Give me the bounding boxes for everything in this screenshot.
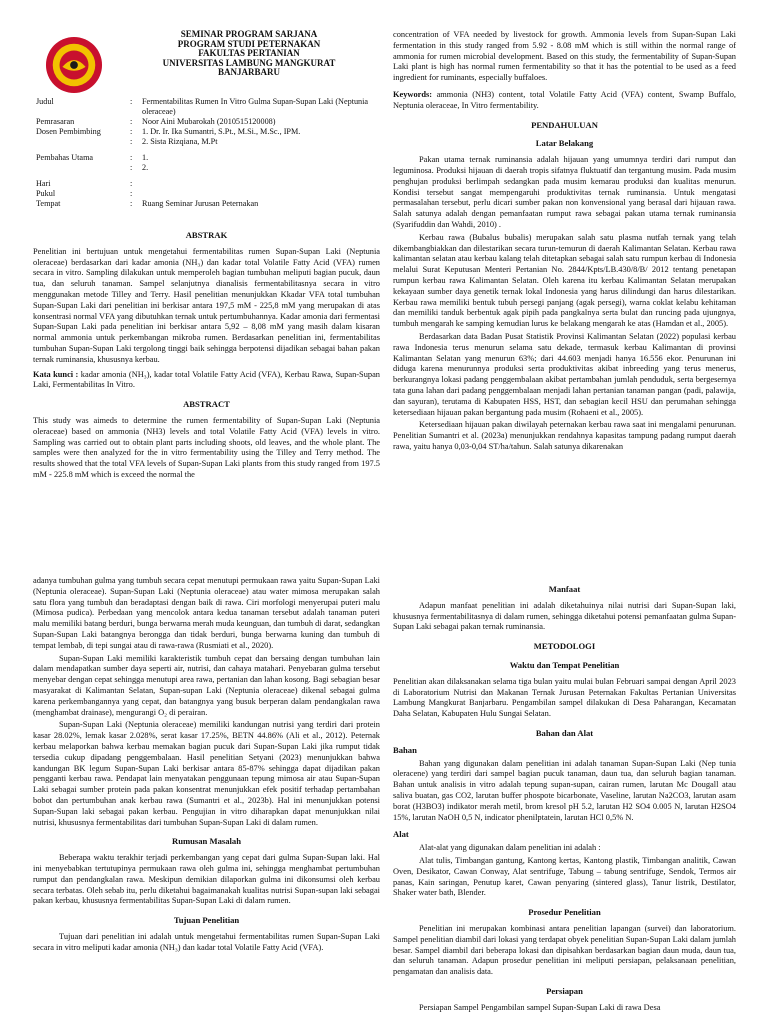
rumusan-masalah-title: Rumusan Masalah (171, 836, 241, 847)
meta-value: 2. (142, 163, 149, 172)
meta-row (36, 137, 376, 147)
paragraph: Pakan utama ternak ruminansia adalah hijauan yang umumnya terdiri dari rumput dan leguminosa. Produksi hijauan di daerah tropis sifatnya fluktuatif dan tergantung musim. Pada musim penghujan produksi berlimpah sedangkan pada musim kemarau produksi dan kualitas menurun. Kondisi tersebut sangat mempengaruhi produktivitas ternak ruminansia. Untuk mengatasi permasalahan tersebut, perlu dicari sumber pakan non konvensional yang berasal dari hijauan rawa. Salah satunya adalah dengan pemanfaatan rumput rawa sebagai pakan utama ternak ruminansia (Syarifuddin dan Wahdi, 2010) . (393, 155, 736, 229)
meta-key (36, 163, 130, 173)
paragraph: Bahan yang digunakan dalam penelitian ini adalah tanaman Supan-Supan Laki (Nep tunia oleracene) yang terdiri dari sampel bagian pucuk tanaman, daun tua, dan seluruh bagian tanaman. Bahan untuk analisis in vitro adalah tepung supan-supan, cairan rumen, larutan Mc Dougall atau saliva buatan, gas CO2, larutan buffer phospote bicarbonate, Vaseline, larutan Na2CO3, larutan asam borat (H3BO3) indikator merah metil, brom kresol pH 5.2, larutan H2 SO4 0.005 N, larutan H2SO4 15%, larutan NaOH 0,5 N, indicator phenilptatein, larutan HCl 0,5% N. (393, 758, 736, 822)
abstrak-title: ABSTRAK (185, 230, 228, 240)
bahan-title: Bahan (393, 744, 417, 755)
paragraph: Kerbau rawa (Bubalus bubalis) merupakan salah satu plasma nutfah ternak yang telah dikembangbiakkan dan dilestarikan secara turun-temurun di daerah Kalimantan Selatan. Kerbau rawa kalimantan selatan atau kerbau kalang telah ditetapkan sebagai salah satu rumpun kerbau di Indonesia melalui Surat Keputusan Menteri Pertanian No. 2844/Kpts/LB.430/8/B/ 2012 tentang penetapan rumpun kerbau rawa Kalimantan Selatan. Oleh karena itu kerbau Kalimantan Selatan merupakan kekayaan sumber daya genetik ternak lokal Indonesia yang harus dilindungi dan harus dilestarikan. Kerbau rawa memiliki bentuk tubuh persegi panjang (agak persegi), warna coklat kelabu kehitaman dan memiliki tanduk berbentuk agak pipih pada pangkalnya serta bulat dan runcing pada ujungnya, tumbuh mengarah ke samping kemudian lurus ke belakang mengarah ke atas (Hamdan et al., 2005). (393, 232, 736, 329)
meta-colon: : (130, 179, 133, 188)
page-bottom (0, 572, 768, 1024)
meta-key: Pembahas Utama (36, 153, 94, 162)
abstract-continued: concentration of VFA needed by livestock for growth. Ammonia levels from Supan-Supan Laki fermentation in this study ranged from 5.92 - 8.08 mM which is still within the normal range of ammonia for rumen microbial development. Based on this study, the fermentability of Supan-Supan Laki plant is high has normal rumen fermentability so that it has the potential to be used as a feed ingredient for ruminants, especially buffaloes. (393, 30, 736, 83)
paragraph: Penelitian ini merupakan kombinasi antara penelitian lapangan (survei) dan laboratorium. Sampel penelitian diambil dari lokasi yang terdapat obyek penelitian Supan-Supan Laki dalam jumlah besar. Sampel diambil dari beberapa lokasi dan dipisahkan berdasarkan bagian daun muda, daun tua, dan seluruh tanaman. Adapun prosedur penelitian ini meliputi persiapan, pelaksanaan penelitian, pengamatan dan analisis data. (393, 923, 736, 977)
meta-colon: : (130, 163, 133, 172)
meta-value: 1. (142, 153, 149, 162)
meta-value (142, 189, 376, 199)
paragraph: Tujuan dari penelitian ini adalah untuk mengetahui fermentabilitas rumen Supan-Supan Laki secara in vitro meliputi kadar amonia (NH₃) dan kadar total Volatile Fatty Acid (VFA). (33, 931, 380, 952)
paragraph: Persiapan Sampel Pengambilan sampel Supan-Supan Laki di rawa Desa (419, 1002, 661, 1012)
meta-colon: : (130, 153, 133, 162)
meta-value: Noor Aini Mubarokah (2010515120008) (142, 117, 276, 126)
meta-value: 1. Dr. Ir. Ika Sumantri, S.Pt., M.Si., M.Sc., IPM. (142, 127, 301, 136)
meta-colon: : (130, 199, 133, 208)
paragraph: Supan-Supan Laki memiliki karakteristik tumbuh cepat dan bersaing dengan tumbuhan lain dalam mendapatkan sumber daya seperti air, nutrisi, dan cahaya matahari. Penyebaran gulma tersebut menyebar dengan cepat sehingga menutupi area rawa, pertanian dan lahan kosong. Bagi sebagian besar masyarakat di Kalimantan Selatan, Supan-supan Laki (Neptunia oleraceae) dikenal sebagai gulma karena perkembangannya yang cepat, dan batangnya yang busuk berperan dalam pendangkalan rawa (menghambat drainase), mengurangi O₂ di perairan. (33, 653, 380, 717)
paragraph: Supan-Supan Laki (Neptunia oleraceae) memiliki kandungan nutrisi yang terdiri dari protein kasar 28.02%, lemak kasar 2.028%, serat kasar 17.25%, BETN 44.86% (Ali et al., 2012). Peternak kerbau melaporkan bahwa kerbau memakan bagian pucuk dari Supan-Supan Laki jika rumput tidak tersedia cukup dipadang penggembalaan. Hasil penelitian Setyani (2023) menunjukkan bahwa kandungan BK legum Supan-Supan Laki berkisar antara 85-87% sehingga dapat dijadikan pakan pengganti kerbau rawa. Pendapat lain menyatakan penggunaan tepung mimosa air atau Supan-Supan Laki sebagai sumber protein pada pakan konsentrat menunjukkan efek positif terhadap pertambahan bobot dan pertumbuhan anak kerbau rawa (Sumantri et al., 2023b). Hal ini menunjukkan potensi Supan-Supan laki sebagai pakan kerbau. Pengujian in vitro diharapkan dapat menunjukkan nilai nutrisi, khususnya fermentabilitas dari tumbuhan Supan-Supan Laki di dalam rumen. (33, 720, 380, 827)
meta-key: Pemrasaran (36, 117, 75, 126)
meta-row (36, 189, 376, 199)
paragraph: Penelitian akan dilaksanakan selama tiga bulan yaitu mulai bulan Februari sampai dengan April 2023 di Laboratorium Nutrisi dan Makanan Ternak Jurusan Peternakan Fakultas Pertanian Universitas Lambung Mangkurat Banjarbaru. Pengambilan sampel dilakukan di Desa Paharangan, Kecamatan Daha Selatan, Kabupaten Hulu Sungai Selatan. (393, 676, 736, 719)
seminar-header (120, 30, 378, 78)
paragraph: Adapun manfaat penelitian ini adalah diketahuinya nilai nutrisi dari Supan-Supan laki, khususnya fermentabilitasnya di dalam rumen, sehingga diketahui potensi pemanfaatan gulma Supan-Supan Laki sebagai pakan ternak ruminansia. (393, 600, 736, 632)
meta-row (36, 117, 376, 127)
manfaat-title: Manfaat (548, 584, 581, 594)
paragraph: adanya tumbuhan gulma yang tumbuh secara cepat menutupi permukaan rawa yaitu Supan-Supan Laki (Neptunia oleraceae). Supan-Supan Laki (Neptunia oleraceae) atau water mimosa merupakan salah satu flora yang tumbuh dan beradaptasi dengan baik di rawa. Ciri morfologi menyerupai puteri malu (Mimosa pudica). Perbedaan yang mencolok antara kedua tanaman tersebut adalah tanaman puteri malu memiliki batang berduri, bunga berwarna merah muda keunguan, dan tumbuh di darat, sedangkan Supan-Supan Laki batangnya berongga dan tidak berduri, bunga berwarna kuning dan tumbuh di tempat lembab, di tepi sungai atau di rawa-rawa (Rusmiati et al., 2020). (33, 576, 380, 650)
right-column-bottom (393, 576, 736, 1016)
header-line: PROGRAM STUDI PETERNAKAN (177, 38, 321, 49)
paragraph: Alat tulis, Timbangan gantung, Kantong kertas, Kantong plastik, Timbangan analitik, Cawan Oven, Desikator, Cawan Conway, Alat sentrifuge, Tabung – tabung sentrifuge, Sendok, Termos air panas, Kain saringan, Penutup karet, Cawan penyaring (sintered glass), Tanur listrik, Destilator, Shaker water bath, Blender. (393, 855, 736, 898)
header-line: BANJARBARU (217, 67, 280, 78)
meta-colon: : (130, 137, 133, 146)
meta-value: 2. Sista Rizqiana, M.Pt (142, 137, 218, 146)
meta-colon: : (130, 127, 133, 136)
meta-key (36, 137, 130, 147)
abstract-title: ABSTRACT (183, 399, 230, 410)
header-line: SEMINAR PROGRAM SARJANA (180, 29, 318, 39)
meta-key: Tempat (36, 199, 61, 208)
prosedur-title: Prosedur Penelitian (528, 907, 601, 918)
right-column-top (393, 30, 736, 455)
meta-value: Fermentabilitas Rumen In Vitro Gulma Supan-Supan Laki (Neptunia oleraceae) (142, 97, 369, 116)
meta-key: Hari (36, 179, 51, 188)
meta-key: Dosen Pembimbing (36, 127, 101, 136)
alat-title: Alat (393, 829, 409, 840)
meta-colon: : (130, 117, 133, 126)
meta-row (36, 153, 376, 163)
header-line: FAKULTAS PERTANIAN (198, 48, 300, 59)
keywords-en (393, 90, 736, 112)
meta-row (36, 163, 376, 173)
persiapan-title: Persiapan (546, 985, 583, 996)
paragraph: Ketersediaan hijauan pakan diwilayah peternakan kerbau rawa saat ini mengalami penurunan. Penelitian Sumantri et al. (2023a) menunjukkan rendahnya kapasitas tampung padang rumput daerah rawa, yaitu hanya 0,03-0,04 ST/ha/tahun. Salah satunya dikarenakan (393, 420, 736, 451)
keywords-en-text: ammonia (NH3) content, total Volatile Fatty Acid (VFA) content, Swamp Buffalo, Neptunia oleraceae, In Vitro fermentability. (393, 89, 737, 110)
paragraph: Alat-alat yang digunakan dalam penelitian ini adalah : (419, 843, 601, 853)
keywords-en-label: Keywords: (393, 89, 433, 99)
meta-row (36, 199, 376, 209)
pendahuluan-title: PENDAHULUAN (531, 119, 598, 130)
waktu-tempat-title: Waktu dan Tempat Penelitian (509, 659, 620, 670)
abstract-section (33, 222, 380, 483)
keywords-text: kadar amonia (NH₃), kadar total Volatile Fatty Acid (VFA), Kerbau Rawa, Supan-Supan Laki, Fermentabilitas In Vitro. (33, 369, 380, 390)
bahan-alat-title: Bahan dan Alat (535, 727, 594, 738)
left-column-bottom (33, 576, 380, 956)
university-seal-icon (45, 36, 103, 94)
meta-colon: : (130, 97, 133, 106)
meta-key: Judul (36, 97, 54, 106)
abstract-text: This study was aimeds to determine the rumen fermentability of Supan-Supan Laki (Neptunia oleraceae) based on ammonia (NH3) levels and total Volatile Fatty Acid (VFA) levels in vitro. Sampling was carried out to obtain plant parts including shoots, old leaves, and the whole plant. The samples were then analyzed for the in vitro fermentability using the Tilley and Terry method. The results showed that the total VFA levels of Supan-Supan Laki plants from this study ranged from 197.5 mM - 225.8 mM which is exceed the normal the (33, 415, 380, 479)
meta-colon: : (130, 189, 133, 198)
meta-row (36, 179, 376, 189)
meta-key: Pukul (36, 189, 56, 198)
meta-row (36, 127, 376, 137)
keywords-label: Kata kunci : (33, 369, 79, 379)
tujuan-title: Tujuan Penelitian (173, 915, 240, 926)
latar-belakang-title: Latar Belakang (535, 138, 594, 149)
header-line: UNIVERSITAS LAMBUNG MANGKURAT (162, 57, 336, 68)
meta-value (142, 179, 376, 189)
meta-row (36, 97, 376, 117)
paragraph: Beberapa waktu terakhir terjadi perkembangan yang cepat dari gulma Supan-Supan laki. Hal ini menyebabkan tertutupinya permukaan rawa oleh gulma ini, sehingga menghambat pertumbuhan rumput dan pendangkalan rawa. Meskipun demikian dilaporkan gulma ini dikonsumsi oleh kerbau secara terbatas. Oleh sebab itu, perlu diketahui bagaimanakah kualitas nutrisi Supan-supan laki sebagai pakan kerbau, khususnya fermentabilitas Supan-Supan Laki di dalam rumen. (33, 853, 380, 906)
metodologi-title: METODOLOGI (533, 641, 596, 652)
paragraph: Berdasarkan data Badan Pusat Statistik Provinsi Kalimantan Selatan (2022) populasi kerbau rawa Indonesia terus menurun selama satu dekade, termasuk kerbau Kalimantan di provinsi Kalimantan Selatan yang menurun 63%; dari 44.603 menjadi hanya 16.556 ekor. Penurunan ini diduga karena menurunnya produksi serta produktivitas akibat inbreeding yang terus menerus, berkurangnya lokasi padang penggembalaan akibat pertambahan jumlah penduduk, serta bergesernya tata guna lahan dari padang penggembalaan menjadi lahan pertanian tanaman pangan (padi, palawija, dan sayuran), terutama di Kabupaten HSS, HST, dan sebagian kecil HSU dan perumahan sehingga ketersediaan hijauan pakan bergantung pada musim (Rohaeni et al., 2005). (393, 331, 736, 417)
abstrak-keywords (33, 370, 380, 392)
seminar-meta-table (36, 97, 376, 209)
meta-value: Ruang Seminar Jurusan Peternakan (142, 199, 259, 208)
abstrak-text: Penelitian ini bertujuan untuk mengetahui fermentabilitas rumen Supan-Supan Laki (Neptunia oleraceae) berdasarkan dari kadar amonia (NH₃) dan kadar total Volatile Fatty Acid (VFA) rumen secara in vitro. Sampling dilakukan untuk memperoleh bagian tumbuhan meliputi bagian pucuk, daun tua, dan seluruh tanaman. Sampel selanjutnya dianalisis fermentabilitasnya secara in vitro menggunakan metode Tilley and Terry. Hasil penelitian menunjukkan Kkadar VFA total tumbuhan Supan-Supan Laki dari penelitian ini berkisar antara 197,5 mM - 225,8 mM yang merupakan di atas konsentrasi normal VFA yang dibutuhkan ternak untuk pertumbuhannya. Kadar amonia dari fermentasi Supan-Supan Laki pada penelitian ini berkisar antara 5,92 – 8,08 mM yang masih dalam kisaran normal ammonia untuk perkembangan mikroba rumen. Berdasarkan penelitian ini, fermentabilitas tumbuhan Supan-Supan Laki tergolong tinggi baik sehingga berpotensi dijadikan sebagai bahan pakan ternak ruminansia, khususnya kerbau. (33, 246, 380, 364)
